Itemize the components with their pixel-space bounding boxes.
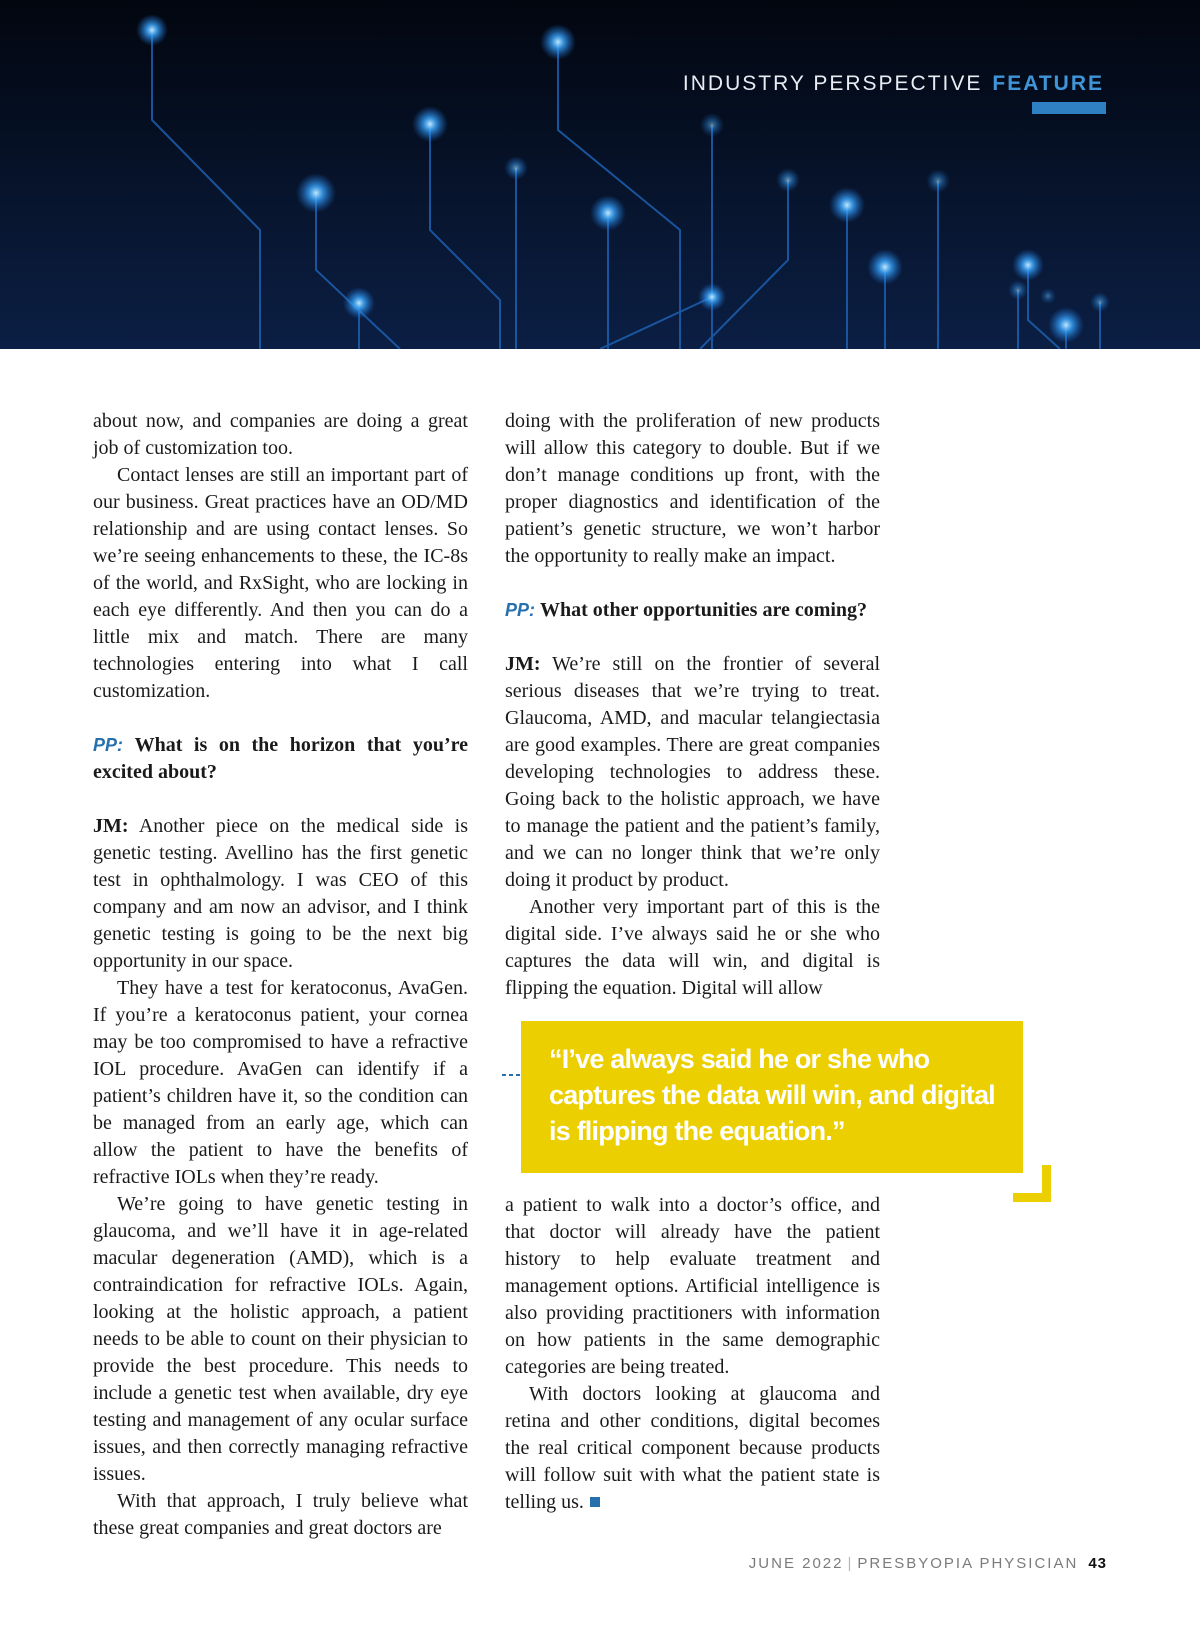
question-text: What is on the horizon that you’re excited about? — [93, 734, 468, 783]
pp-label: PP: — [505, 600, 536, 620]
section-label — [683, 72, 1104, 96]
paragraph: Another very important part of this is the digital side. I’ve always said he or she who captures the data will win, and digital is flipping the equation. Digital will allow — [505, 896, 880, 999]
paragraph: With that approach, I truly believe what these great companies and great doctors are — [93, 1490, 468, 1539]
answer-text: Another piece on the medical side is genetic testing. Avellino has the first genetic test in ophthalmology. I was CEO of this company and am now an advisor, and I think genetic testing is going to be the next big opportunity in our space. — [93, 815, 468, 972]
paragraph-text: With doctors looking at glaucoma and retina and other conditions, digital becomes the real critical component because products will follow suit with what the patient state is telling us. — [505, 1383, 880, 1513]
publication-name: PRESBYOPIA PHYSICIAN — [857, 1555, 1079, 1572]
pull-quote-text: “I’ve always said he or she who captures the data will win, and digital is flipping the equation.” — [549, 1044, 995, 1146]
paragraph: doing with the proliferation of new products will allow this category to double. But if we don’t manage conditions up front, with the proper diagnostics and identification of the patient’s genetic structure, we won’t harbor the opportunity to really make an impact. — [505, 410, 880, 567]
right-column-continued — [505, 1192, 880, 1516]
left-column — [93, 408, 468, 1542]
jm-label: JM: — [505, 653, 541, 675]
feature-tag: FEATURE — [992, 72, 1104, 95]
paragraph — [505, 1381, 880, 1516]
pp-label: PP: — [93, 735, 124, 755]
header-banner — [0, 0, 1200, 349]
paragraph: about now, and companies are doing a great job of customization too. — [93, 410, 468, 459]
jm-label: JM: — [93, 815, 129, 837]
end-mark-icon — [590, 1497, 600, 1507]
answer — [93, 813, 468, 975]
paragraph: We’re going to have genetic testing in glaucoma, and we’ll have it in age-related macular degeneration (AMD), which is a contraindication for refractive IOLs. Again, looking at the holistic approach, a patient needs to be able to count on their physician to provide the best procedure. This needs to include a genetic test when available, dry eye testing and management of any ocular surface issues, and then correctly managing refractive issues. — [93, 1193, 468, 1485]
answer — [505, 651, 880, 894]
page-footer — [749, 1555, 1107, 1572]
paragraph: Contact lenses are still an important part of our business. Great practices have an OD/MD relationship and are using contact lenses. So we’re seeing enhancements to these, the IC-8s of the world, and RxSight, who are locking in each eye differently. And then you can do a little mix and match. There are many technologies entering into what I call customization. — [93, 464, 468, 702]
paragraph: a patient to walk into a doctor’s office, and that doctor will already have the patient history to help evaluate treatment and management options. Artificial intelligence is also providing practitioners with information on how patients in the same demographic categories are being treated. — [505, 1194, 880, 1378]
page-number: 43 — [1088, 1555, 1107, 1572]
feature-tag-bar — [1032, 102, 1106, 114]
pull-quote-corner — [1013, 1193, 1051, 1202]
footer-separator: | — [847, 1555, 854, 1572]
question — [505, 597, 880, 624]
section-name: INDUSTRY PERSPECTIVE — [682, 72, 983, 95]
pull-quote — [521, 1021, 1023, 1173]
circuit-lines-image — [0, 0, 1200, 349]
question — [93, 732, 468, 786]
answer-text: We’re still on the frontier of several serious diseases that we’re trying to treat. Glaucoma, AMD, and macular telangiectasia are good examples. There are great companies developing technologies to address these. Going back to the holistic approach, we have to manage the patient and the patient’s family, and we can no longer think that we’re only doing it product by product. — [505, 653, 880, 891]
question-text: What other opportunities are coming? — [540, 599, 868, 621]
issue-date: JUNE 2022 — [748, 1555, 844, 1572]
paragraph: They have a test for keratoconus, AvaGen. If you’re a keratoconus patient, your cornea may be too compromised to have a refractive IOL procedure. AvaGen can identify if a patient’s children have it, so the condition can be managed from an early age, which can allow the patient to have the benefits of refractive IOLs when they’re ready. — [93, 977, 468, 1188]
right-column — [505, 408, 880, 1002]
